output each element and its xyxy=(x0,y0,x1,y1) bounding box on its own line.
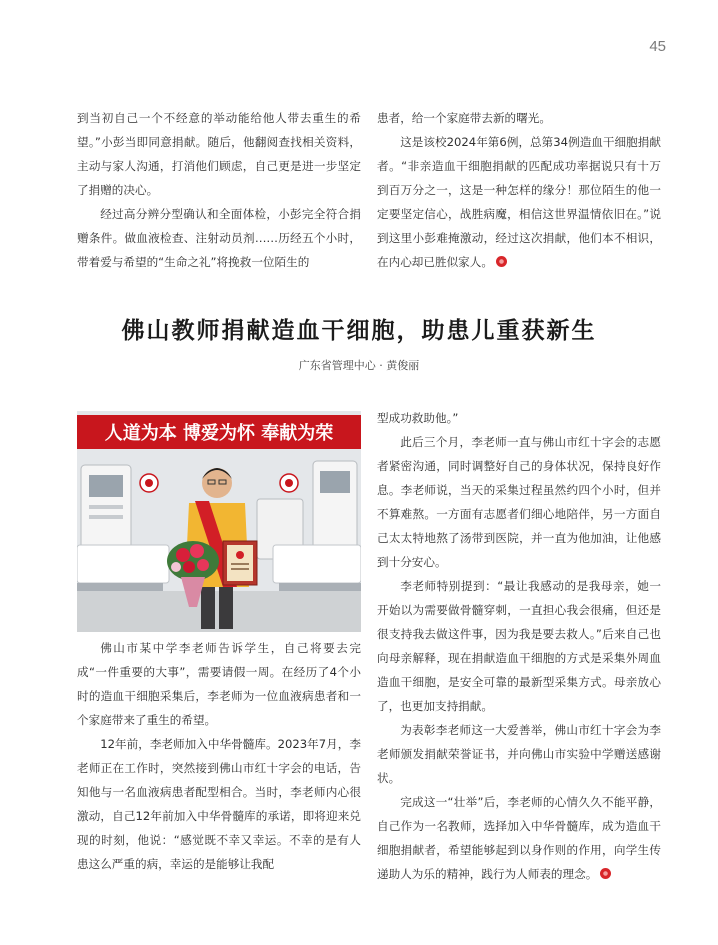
photo-illustration xyxy=(77,411,361,632)
article-byline: 广东省管理中心 · 黄俊丽 xyxy=(298,359,420,372)
banner-text: 人道为本 博爱为怀 奉献为荣 xyxy=(104,423,334,444)
article-column-left xyxy=(77,636,361,876)
article-photo xyxy=(77,411,361,632)
paragraph-last xyxy=(377,790,661,886)
paragraph: 经过高分辨分型确认和全面体检，小彭完全符合捐赠条件。做血液检查、注射动员剂……历经五个小时，带着爱与希望的“生命之礼”将挽救一位陌生的 xyxy=(77,207,361,269)
prev-article-column-right xyxy=(377,106,661,274)
article-column-right xyxy=(377,406,661,886)
paragraph-text: 这是该校2024年第6例，总第34例造血干细胞捐献者。“非亲造血干细胞捐献的匹配成功率据说只有十万到百万分之一，这是一种怎样的缘分！那位陌生的他一定要坚定信心，战胜病魔，相信这世界温情依旧在。”说到这里小彭难掩激动，经过这次捐献，他们本不相识，在内心却已胜似家人。 xyxy=(377,135,661,269)
article-title: 佛山教师捐献造血干细胞，助患儿重获新生 xyxy=(121,318,597,344)
paragraph: 患者，给一个家庭带去新的曙光。 xyxy=(377,111,551,125)
paragraph: 到当初自己一个不经意的举动能给他人带去重生的希望。”小彭当即同意捐献。随后，他翻阅查找相关资料，主动与家人沟通，打消他们顾虑，自己更是进一步坚定了捐赠的决心。 xyxy=(77,111,361,197)
page-number: 45 xyxy=(649,38,666,55)
paragraph: 此后三个月，李老师一直与佛山市红十字会的志愿者紧密沟通，同时调整好自己的身体状况，保持良好作息。李老师说，当天的采集过程虽然约四个小时，但并不算难熬。一方面有志愿者们细心地陪伴，另一方面自己太太特地熬了汤带到医院，并一直为他加油，让他感到十分安心。 xyxy=(377,435,661,569)
paragraph: 佛山市某中学李老师告诉学生，自己将要去完成“一件重要的大事”，需要请假一周。在经历了4个小时的造血干细胞采集后，李老师为一位血液病患者和一个家庭带来了重生的希望。 xyxy=(77,641,361,727)
paragraph-last xyxy=(377,130,661,274)
paragraph-text: 完成这一“壮举”后，李老师的心情久久不能平静，自己作为一名教师，选择加入中华骨髓库，成为造血干细胞捐献者，希望能够起到以身作则的作用，向学生传递助人为乐的精神，践行为人师表的理念。 xyxy=(377,795,661,881)
paragraph: 李老师特别提到：“最让我感动的是我母亲，她一开始以为需要做骨髓穿刺，一直担心我会很痛，但还是很支持我去做这件事，因为我是要去救人。”后来自己也向母亲解释，现在捐献造血干细胞的方式是采集外周血造血干细胞，是安全可靠的最新型采集方式。母亲放心了，也更加支持捐献。 xyxy=(377,579,661,713)
red-cross-flower-icon xyxy=(600,868,611,879)
paragraph: 12年前，李老师加入中华骨髓库。2023年7月，李老师正在工作时，突然接到佛山市红十字会的电话，告知他与一名血液病患者配型相合。当时，李老师内心很激动，自己12年前加入中华骨髓库的承诺，即将迎来兑现的时刻，他说：“感觉既不幸又幸运。不幸的是有人患这么严重的病，幸运的是能够让我配 xyxy=(77,737,361,871)
paragraph: 型成功救助他。” xyxy=(377,411,459,425)
red-cross-flower-icon xyxy=(496,256,507,267)
paragraph: 为表彰李老师这一大爱善举，佛山市红十字会为李老师颁发捐献荣誉证书，并向佛山市实验中学赠送感谢状。 xyxy=(377,723,661,785)
prev-article-column-left xyxy=(77,106,361,274)
